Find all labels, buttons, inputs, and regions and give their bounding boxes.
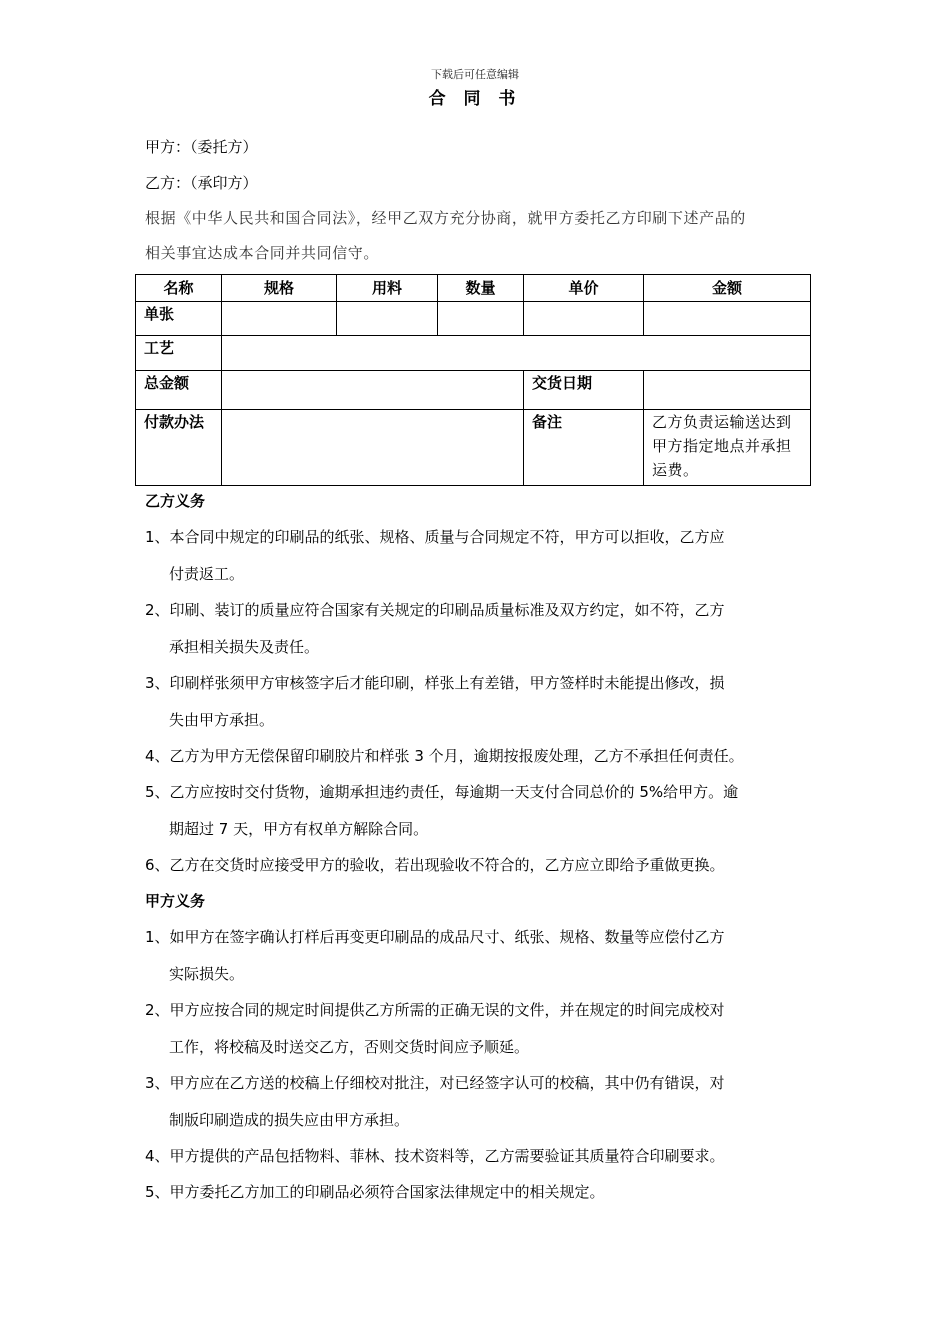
list-item: 1、本合同中规定的印刷品的纸张、规格、质量与合同规定不符，甲方可以拒收，乙方应 bbox=[145, 528, 725, 546]
header-quantity: 数量 bbox=[438, 275, 524, 302]
row-total-label: 总金额 bbox=[136, 371, 222, 410]
cell-single-amount bbox=[644, 302, 811, 336]
remarks-label: 备注 bbox=[524, 410, 644, 486]
remarks-value: 乙方负责运输送达到甲方指定地点并承担运费。 bbox=[644, 410, 811, 486]
list-item: 1、如甲方在签字确认打样后再变更印刷品的成品尺寸、纸张、规格、数量等应偿付乙方 bbox=[145, 928, 725, 946]
list-item: 3、甲方应在乙方送的校稿上仔细校对批注，对已经签字认可的校稿，其中仍有错误，对 bbox=[145, 1074, 725, 1092]
list-item: 2、印刷、装订的质量应符合国家有关规定的印刷品质量标准及双方约定，如不符，乙方 bbox=[145, 601, 725, 619]
table-row bbox=[136, 371, 811, 410]
list-item: 3、印刷样张须甲方审核签字后才能印刷，样张上有差错，甲方签样时未能提出修改，损 bbox=[145, 674, 725, 692]
cell-single-quantity bbox=[438, 302, 524, 336]
cell-single-unit-price bbox=[524, 302, 644, 336]
cell-total-value bbox=[222, 371, 524, 410]
list-item: 承担相关损失及责任。 bbox=[169, 638, 320, 656]
table-header-row bbox=[136, 275, 811, 302]
table-row bbox=[136, 302, 811, 336]
row-single-label: 单张 bbox=[136, 302, 222, 336]
intro-line-1: 根据《中华人民共和国合同法》，经甲乙双方充分协商，就甲方委托乙方印刷下述产品的 bbox=[145, 209, 746, 227]
cell-delivery-date-value bbox=[644, 371, 811, 410]
header-unit-price: 单价 bbox=[524, 275, 644, 302]
cell-process-value bbox=[222, 336, 811, 371]
party-b-line: 乙方：（承印方） bbox=[145, 174, 258, 192]
list-item: 5、甲方委托乙方加工的印刷品必须符合国家法律规定中的相关规定。 bbox=[145, 1183, 605, 1201]
list-item: 付责返工。 bbox=[169, 565, 245, 583]
list-item: 5、乙方应按时交付货物，逾期承担违约责任，每逾期一天支付合同总价的 5%给甲方。逾 bbox=[145, 783, 739, 801]
cell-single-spec bbox=[222, 302, 337, 336]
header-spec: 规格 bbox=[222, 275, 337, 302]
header-name: 名称 bbox=[136, 275, 222, 302]
party-a-duties-heading: 甲方义务 bbox=[145, 892, 206, 910]
list-item: 2、甲方应按合同的规定时间提供乙方所需的正确无误的文件，并在规定的时间完成校对 bbox=[145, 1001, 725, 1019]
cell-single-material bbox=[337, 302, 438, 336]
party-a-line: 甲方：（委托方） bbox=[145, 138, 258, 156]
list-item: 4、乙方为甲方无偿保留印刷胶片和样张 3 个月，逾期按报废处理，乙方不承担任何责任。 bbox=[145, 747, 744, 765]
header-amount: 金额 bbox=[644, 275, 811, 302]
document-title: 合 同 书 bbox=[428, 89, 522, 109]
party-b-duties-heading: 乙方义务 bbox=[145, 492, 206, 510]
list-item: 4、甲方提供的产品包括物料、菲林、技术资料等，乙方需要验证其质量符合印刷要求。 bbox=[145, 1147, 725, 1165]
delivery-date-label: 交货日期 bbox=[524, 371, 644, 410]
cell-payment-value bbox=[222, 410, 524, 486]
list-item: 6、乙方在交货时应接受甲方的验收，若出现验收不符合的，乙方应立即给予重做更换。 bbox=[145, 856, 725, 874]
table-row bbox=[136, 410, 811, 486]
list-item: 实际损失。 bbox=[169, 965, 245, 983]
list-item: 工作，将校稿及时送交乙方，否则交货时间应予顺延。 bbox=[169, 1038, 530, 1056]
list-item: 失由甲方承担。 bbox=[169, 711, 275, 729]
list-item: 期超过 7 天，甲方有权单方解除合同。 bbox=[169, 820, 429, 838]
list-item: 制版印刷造成的损失应由甲方承担。 bbox=[169, 1111, 410, 1129]
intro-line-2: 相关事宜达成本合同并共同信守。 bbox=[145, 244, 380, 262]
payment-label: 付款办法 bbox=[136, 410, 222, 486]
row-process-label: 工艺 bbox=[136, 336, 222, 371]
header-note: 下载后可任意编辑 bbox=[431, 68, 519, 81]
order-table bbox=[135, 274, 811, 486]
header-material: 用料 bbox=[337, 275, 438, 302]
table-row bbox=[136, 336, 811, 371]
